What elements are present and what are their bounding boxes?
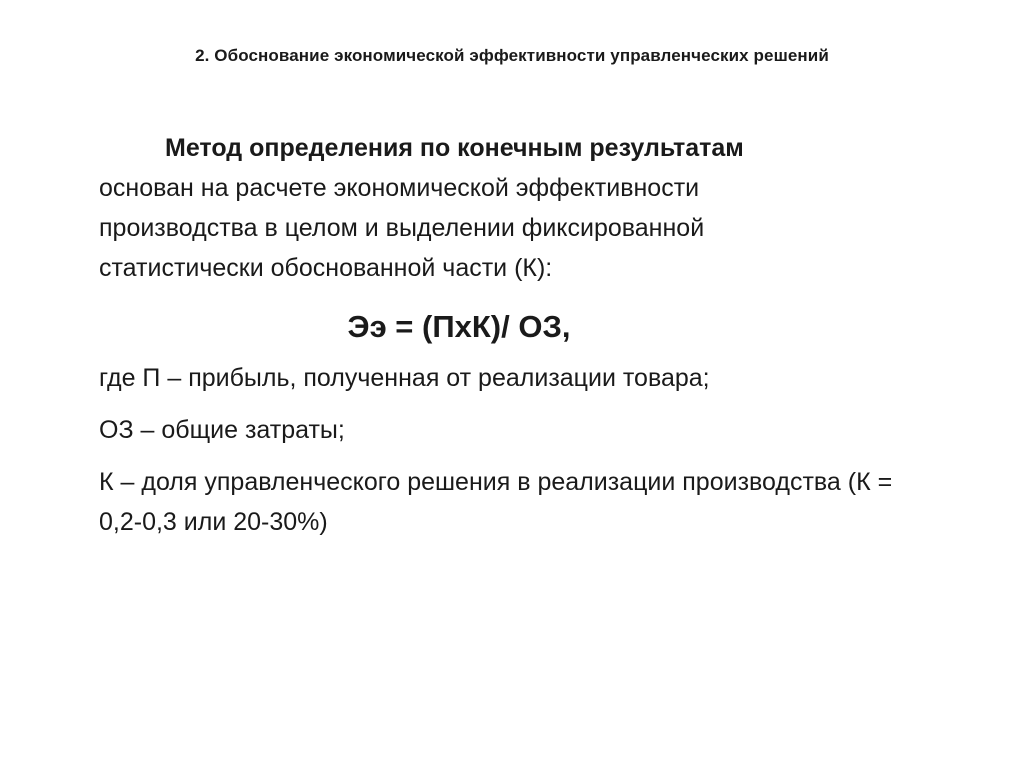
definition-total-costs: ОЗ – общие затраты; xyxy=(99,416,345,444)
slide-title: 2. Обоснование экономической эффективности управленческих решений xyxy=(195,46,829,65)
formula: Ээ = (ПхК)/ ОЗ, xyxy=(347,309,571,344)
method-line-3: статистически обоснованной части (К): xyxy=(99,254,553,282)
definition-share: К – доля управленческого решения в реализации производства (К = 0,2-0,3 или 20-30%) xyxy=(99,468,893,536)
definition-profit: где П – прибыль, полученная от реализации товара; xyxy=(99,364,710,392)
method-line-1: основан на расчете экономической эффективности xyxy=(99,174,700,202)
method-heading: Метод определения по конечным результатам xyxy=(165,134,744,162)
slide-body xyxy=(99,128,919,554)
method-paragraph xyxy=(99,128,919,288)
method-line-2: производства в целом и выделении фиксированной xyxy=(99,214,705,242)
